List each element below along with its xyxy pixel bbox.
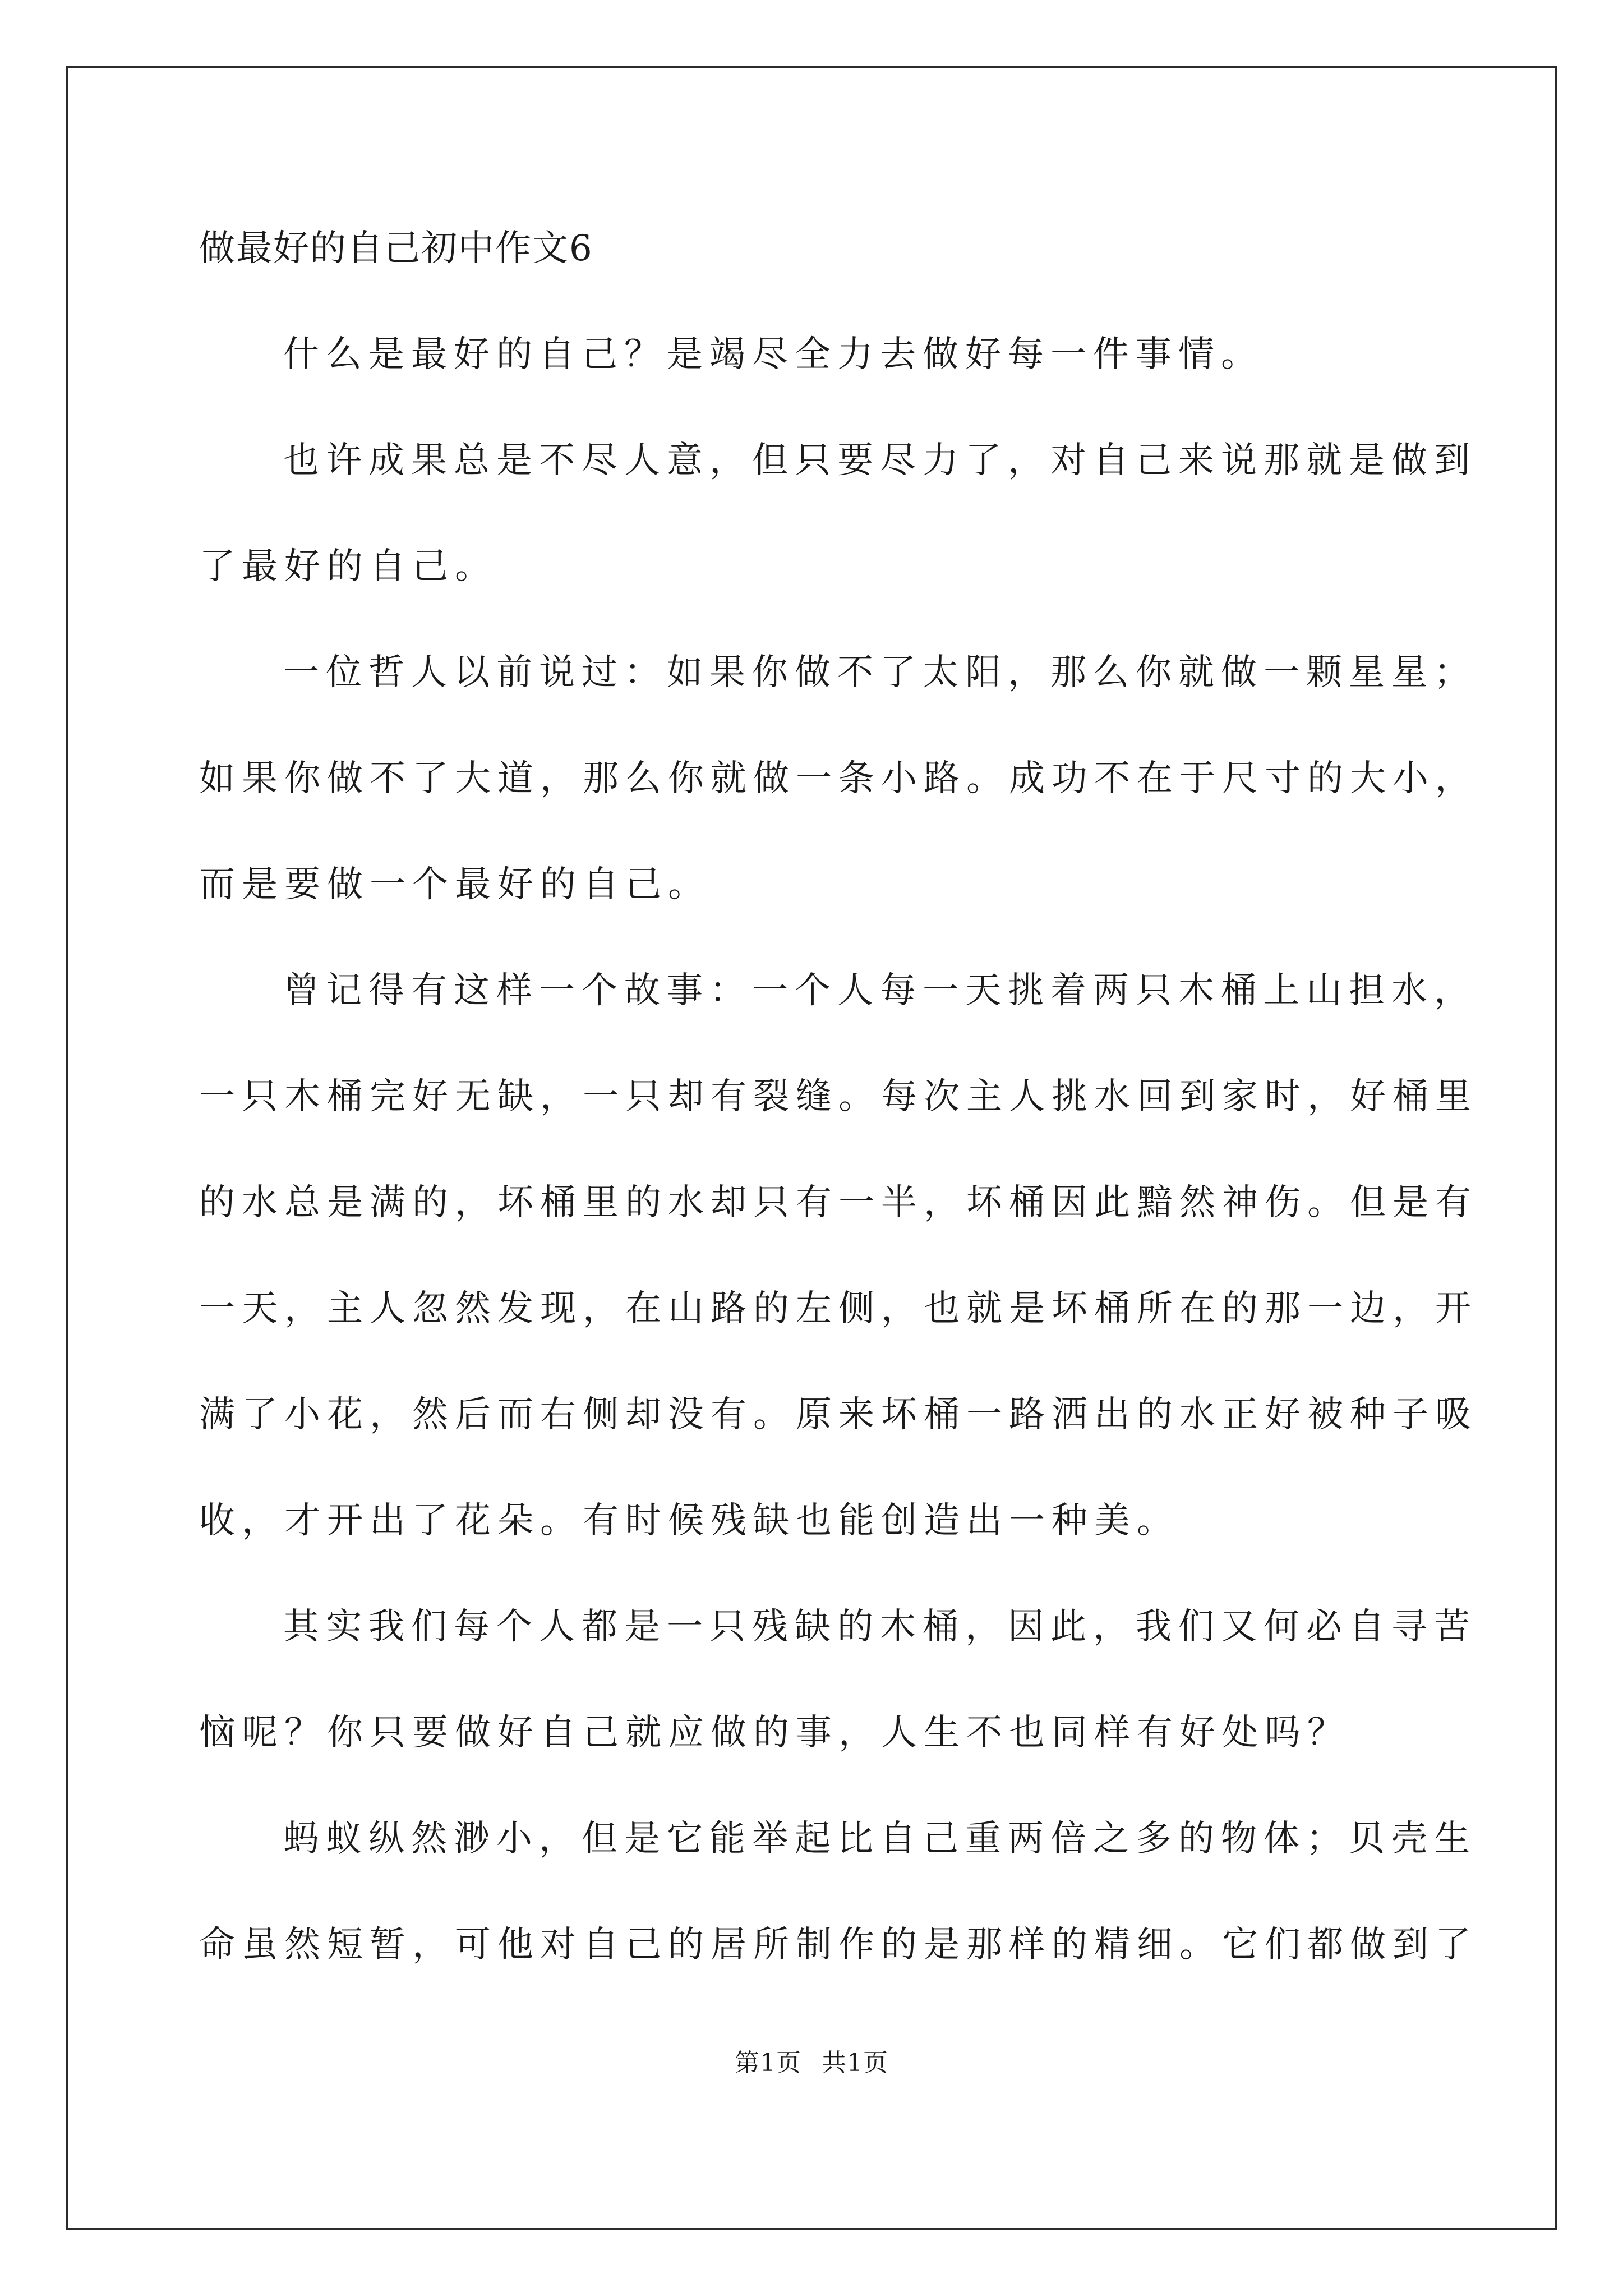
paragraph-line: 收，才开出了花朵。有时候残缺也能创造出一种美。 bbox=[199, 1500, 1179, 1542]
paragraph bbox=[199, 434, 1477, 593]
document-title: 做最好的自己初中作文6 bbox=[199, 228, 593, 269]
paragraph-line: 一位哲人以前说过：如果你做不了太阳，那么你就做一颗星星； bbox=[283, 652, 1477, 693]
paragraph-line: 蚂蚁纵然渺小，但是它能举起比自己重两倍之多的物体；贝壳生 bbox=[283, 1818, 1477, 1860]
document-body bbox=[199, 222, 1478, 2024]
paragraph bbox=[199, 1600, 1477, 1760]
paragraph bbox=[199, 646, 1478, 912]
paragraph-line: 满了小花，然后而右侧却没有。原来坏桶一路洒出的水正好被种子吸 bbox=[199, 1394, 1478, 1435]
paragraph-line: 什么是最好的自己？是竭尽全力去做好每一件事情。 bbox=[283, 334, 1264, 375]
page-number: 第1页 bbox=[735, 2049, 801, 2077]
paragraph-line: 了最好的自己。 bbox=[199, 546, 497, 587]
paragraph-line: 的水总是满的，坏桶里的水却只有一半，坏桶因此黯然神伤。但是有 bbox=[199, 1182, 1478, 1223]
paragraph-line: 曾记得有这样一个故事：一个人每一天挑着两只木桶上山担水， bbox=[283, 970, 1477, 1011]
paragraph-line: 命虽然短暂，可他对自己的居所制作的是那样的精细。它们都做到了 bbox=[199, 1924, 1478, 1966]
paragraph-line: 如果你做不了大道，那么你就做一条小路。成功不在于尺寸的大小， bbox=[199, 758, 1478, 799]
paragraph bbox=[199, 964, 1478, 1548]
page-footer bbox=[0, 2047, 1623, 2079]
paragraph-line: 其实我们每个人都是一只残缺的木桶，因此，我们又何必自寻苦 bbox=[283, 1606, 1477, 1648]
paragraph-line: 而是要做一个最好的自己。 bbox=[199, 864, 711, 905]
paragraph-line: 也许成果总是不尽人意，但只要尽力了，对自己来说那就是做到 bbox=[283, 440, 1477, 481]
page-total: 共1页 bbox=[822, 2049, 888, 2077]
paragraph-line: 一天，主人忽然发现，在山路的左侧，也就是坏桶所在的那一边，开 bbox=[199, 1288, 1478, 1329]
paragraph bbox=[199, 328, 1433, 381]
paragraph-line: 一只木桶完好无缺，一只却有裂缝。每次主人挑水回到家时，好桶里 bbox=[199, 1076, 1478, 1117]
paragraph-line: 恼呢？你只要做好自己就应做的事，人生不也同样有好处吗？ bbox=[199, 1712, 1350, 1754]
paragraph bbox=[199, 1812, 1478, 1972]
